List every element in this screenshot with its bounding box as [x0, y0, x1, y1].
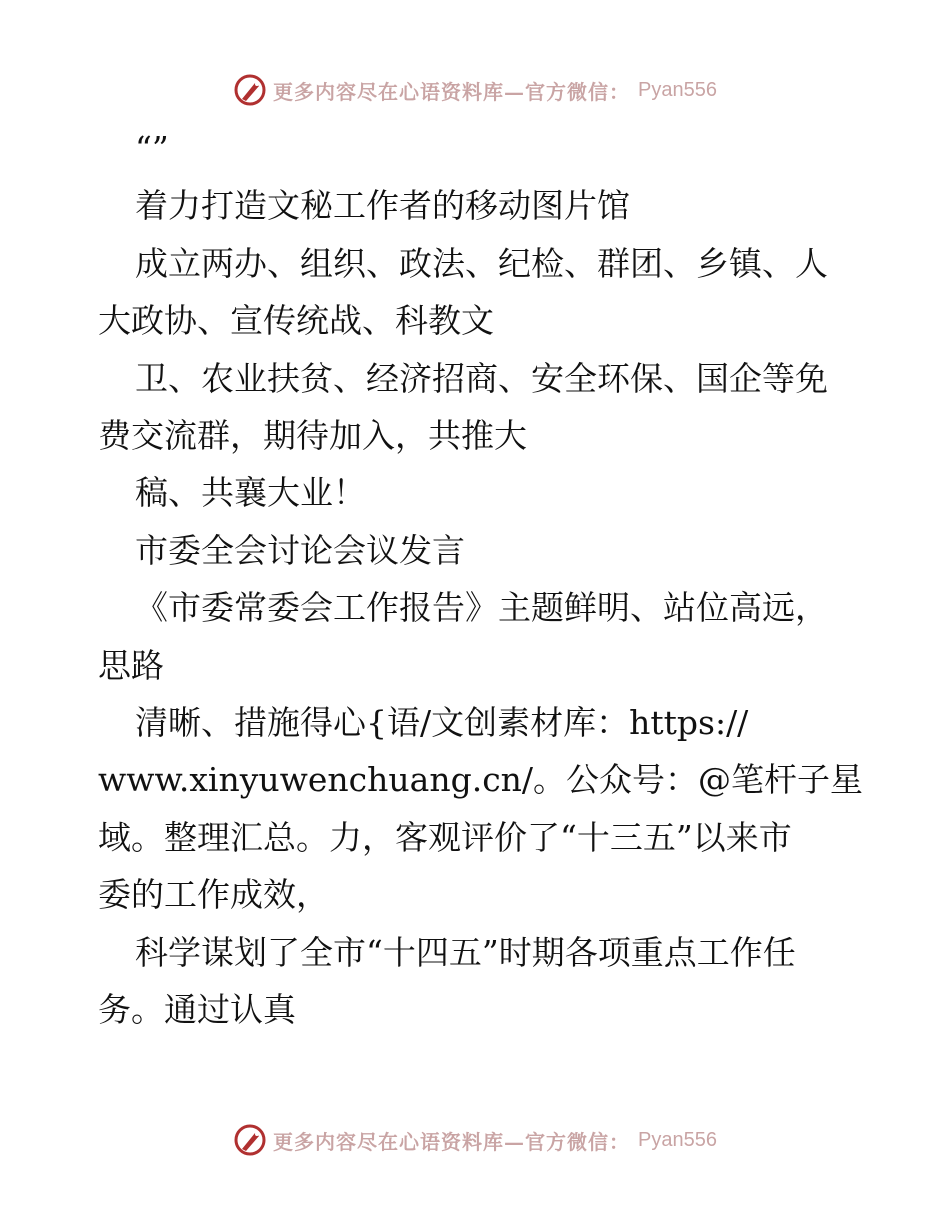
text-line: 成立两办、组织、政法、纪检、群团、乡镇、人 — [135, 243, 828, 283]
header-banner — [0, 70, 950, 110]
text-line: 《市委常委会工作报告》主题鲜明、站位高远， — [135, 588, 828, 628]
text-line: 思路 — [98, 645, 164, 685]
footer-banner — [0, 1120, 950, 1160]
text-line: “” — [135, 129, 169, 168]
text-line: www.xinyuwenchuang.cn/。公众号：@笔杆子星 — [98, 760, 864, 800]
text-line: 清晰、措施得心{语/文创素材库：https:// — [135, 703, 749, 743]
footer-banner-text: 更多内容尽在心语资料库—官方微信： — [273, 1129, 631, 1154]
text-line: 稿、共襄大业！ — [135, 473, 366, 513]
header-wechat-id: Pyan556 — [638, 78, 717, 101]
text-line: 科学谋划了全市“十四五”时期各项重点工作任 — [135, 932, 796, 972]
text-line: 委的工作成效， — [98, 875, 329, 915]
text-line: 市委全会讨论会议发言 — [135, 530, 465, 570]
text-line: 着力打造文秘工作者的移动图片馆 — [135, 186, 630, 226]
text-line: 域。整理汇总。力，客观评价了“十三五”以来市 — [98, 817, 792, 857]
text-line: 大政协、宣传统战、科教文 — [98, 301, 494, 341]
pen-nib-logo-icon — [233, 1123, 267, 1157]
footer-wechat-id: Pyan556 — [638, 1128, 717, 1151]
pen-nib-logo-icon — [233, 73, 267, 107]
header-banner-text: 更多内容尽在心语资料库—官方微信： — [273, 79, 631, 104]
document-body — [98, 120, 864, 1039]
text-line: 卫、农业扶贫、经济招商、安全环保、国企等免 — [135, 358, 828, 398]
text-line: 费交流群，期待加入，共推大 — [98, 416, 527, 456]
text-line: 务。通过认真 — [98, 990, 296, 1030]
